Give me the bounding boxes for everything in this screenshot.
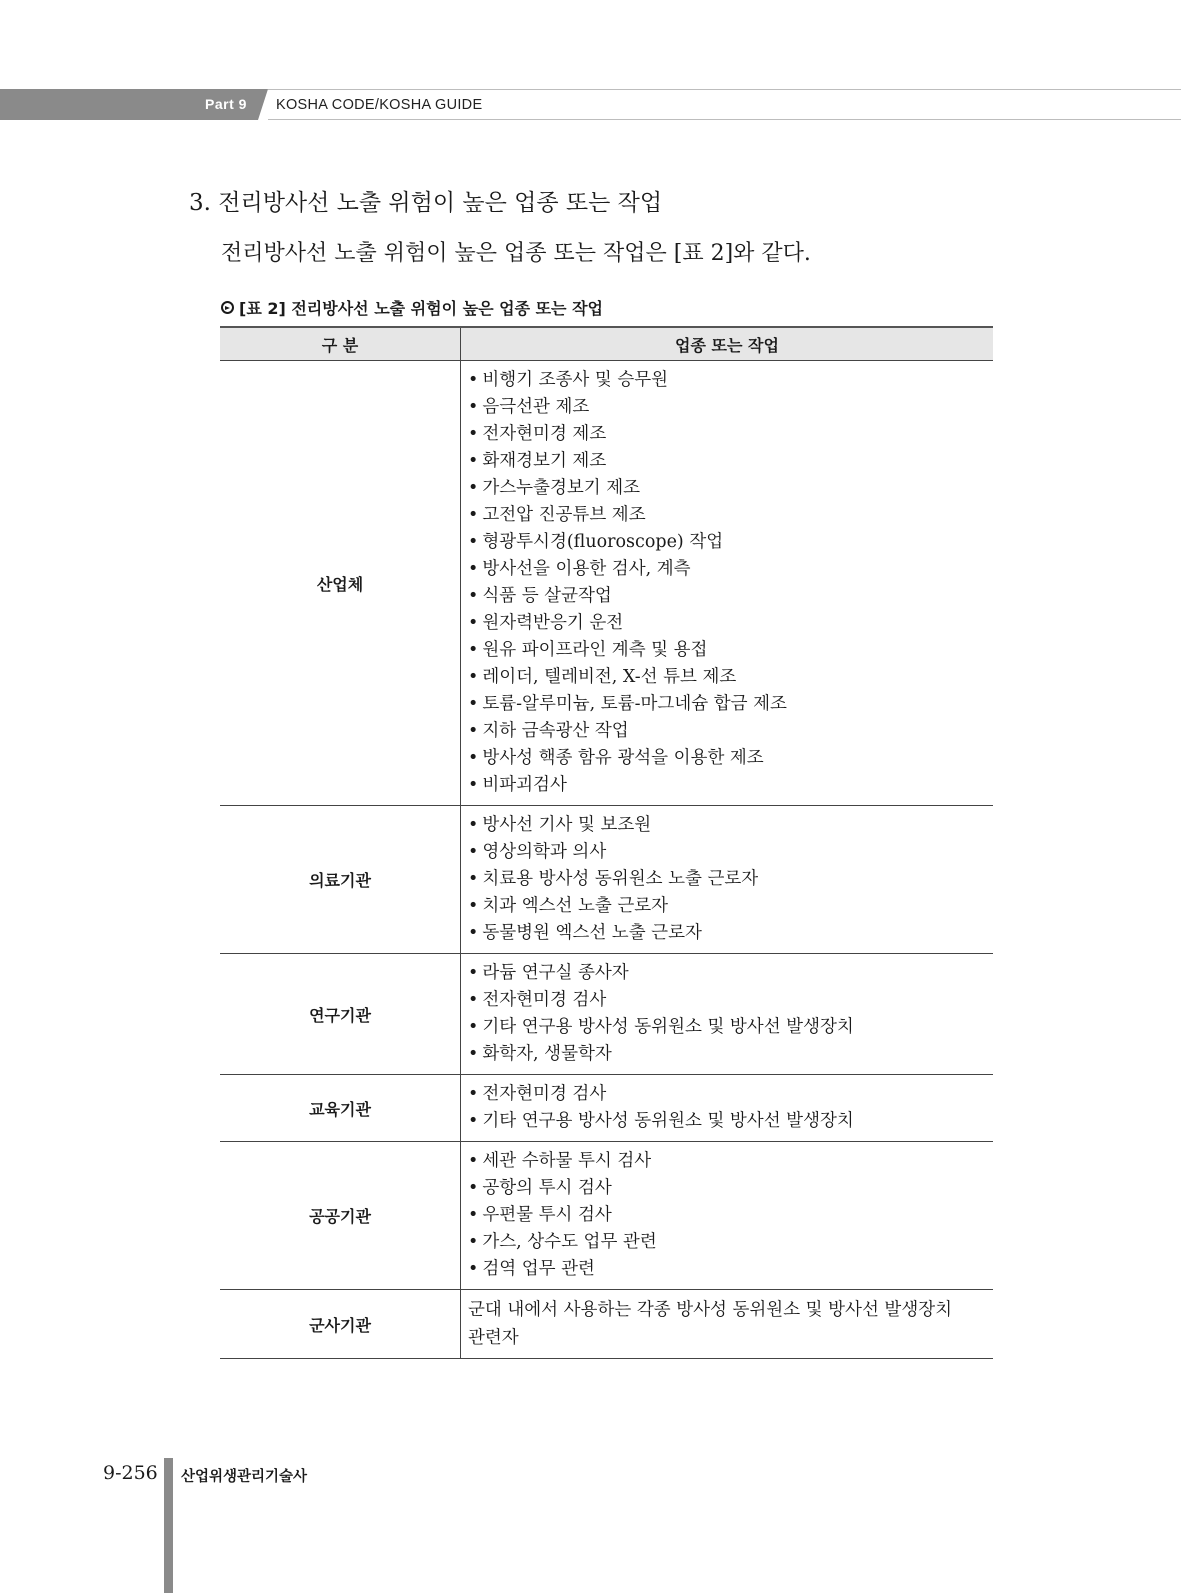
category-cell: 연구기관 <box>220 954 461 1075</box>
list-item: • 공항의 투시 검사 <box>468 1175 993 1202</box>
items-cell <box>461 954 994 1075</box>
list-item: • 치료용 방사성 동위원소 노출 근로자 <box>468 866 993 893</box>
category-cell: 군사기관 <box>220 1290 461 1359</box>
list-item: • 고전압 진공튜브 제조 <box>468 502 993 529</box>
table-row <box>220 1290 993 1359</box>
table-row <box>220 1142 993 1290</box>
list-item: • 치과 엑스선 노출 근로자 <box>468 893 993 920</box>
paragraph-line: 군대 내에서 사용하는 각종 방사성 동위원소 및 방사선 발생장치 <box>468 1300 953 1320</box>
item-list <box>468 960 993 1068</box>
list-item: • 화학자, 생물학자 <box>468 1041 993 1068</box>
list-item: • 기타 연구용 방사성 동위원소 및 방사선 발생장치 <box>468 1014 993 1041</box>
list-item: • 레이더, 텔레비전, X-선 튜브 제조 <box>468 664 993 691</box>
list-item: • 가스, 상수도 업무 관련 <box>468 1229 993 1256</box>
risk-table <box>220 326 993 1359</box>
page-number: 9-256 <box>103 1462 158 1484</box>
items-cell <box>461 1142 994 1290</box>
item-list <box>468 1081 993 1135</box>
book-title: 산업위생관리기술사 <box>181 1469 308 1485</box>
list-item: • 지하 금속광산 작업 <box>468 718 993 745</box>
list-item: • 방사선을 이용한 검사, 계측 <box>468 556 993 583</box>
footer-bar <box>164 1458 173 1593</box>
category-cell: 의료기관 <box>220 806 461 954</box>
table-header-row <box>220 327 993 361</box>
category-cell: 공공기관 <box>220 1142 461 1290</box>
category-cell: 교육기관 <box>220 1075 461 1142</box>
column-header-category: 구 분 <box>220 327 461 361</box>
column-header-work: 업종 또는 작업 <box>461 327 994 361</box>
list-item: • 형광투시경(fluoroscope) 작업 <box>468 529 993 556</box>
list-item: • 영상의학과 의사 <box>468 839 993 866</box>
list-item: • 원유 파이프라인 계측 및 용접 <box>468 637 993 664</box>
table-caption <box>221 296 603 319</box>
item-list <box>468 1148 993 1283</box>
list-item: • 우편물 투시 검사 <box>468 1202 993 1229</box>
list-item: • 원자력반응기 운전 <box>468 610 993 637</box>
list-item: • 전자현미경 제조 <box>468 421 993 448</box>
list-item: • 세관 수하물 투시 검사 <box>468 1148 993 1175</box>
list-item: • 기타 연구용 방사성 동위원소 및 방사선 발생장치 <box>468 1108 993 1135</box>
items-cell <box>461 1075 994 1142</box>
items-cell <box>461 361 994 806</box>
header-part-notch <box>258 89 268 120</box>
list-item: • 라듐 연구실 종사자 <box>468 960 993 987</box>
category-cell: 산업체 <box>220 361 461 806</box>
items-cell <box>461 806 994 954</box>
table-row <box>220 1075 993 1142</box>
list-item: • 방사선 기사 및 보조원 <box>468 812 993 839</box>
section-heading: 3. 전리방사선 노출 위험이 높은 업종 또는 작업 <box>189 190 663 216</box>
list-item: • 방사성 핵종 함유 광석을 이용한 제조 <box>468 745 993 772</box>
list-item: • 토륨-알루미늄, 토륨-마그네슘 합금 제조 <box>468 691 993 718</box>
list-item: • 가스누출경보기 제조 <box>468 475 993 502</box>
intro-paragraph: 전리방사선 노출 위험이 높은 업종 또는 작업은 [표 2]와 같다. <box>221 241 811 266</box>
list-item: • 식품 등 살균작업 <box>468 583 993 610</box>
list-item: • 동물병원 엑스선 노출 근로자 <box>468 920 993 947</box>
list-item: • 전자현미경 검사 <box>468 987 993 1014</box>
guide-label: KOSHA CODE/KOSHA GUIDE <box>276 97 483 113</box>
item-list <box>468 367 993 799</box>
items-cell <box>461 1290 994 1359</box>
table-row <box>220 954 993 1075</box>
list-item: • 비행기 조종사 및 승무원 <box>468 367 993 394</box>
item-list <box>468 812 993 947</box>
list-item: • 화재경보기 제조 <box>468 448 993 475</box>
list-item: • 음극선관 제조 <box>468 394 993 421</box>
paragraph-line: 관련자 <box>468 1328 519 1348</box>
circle-arrow-icon <box>221 301 234 314</box>
list-item: • 검역 업무 관련 <box>468 1256 993 1283</box>
table-row <box>220 361 993 806</box>
header-bar <box>0 89 1181 120</box>
table-caption-text: [표 2] 전리방사선 노출 위험이 높은 업종 또는 작업 <box>239 299 603 318</box>
list-item: • 비파괴검사 <box>468 772 993 799</box>
part-label: Part 9 <box>205 96 247 112</box>
table-row <box>220 806 993 954</box>
header-rule-bottom <box>268 119 1181 120</box>
header-rule-top <box>268 89 1181 90</box>
list-item: • 전자현미경 검사 <box>468 1081 993 1108</box>
